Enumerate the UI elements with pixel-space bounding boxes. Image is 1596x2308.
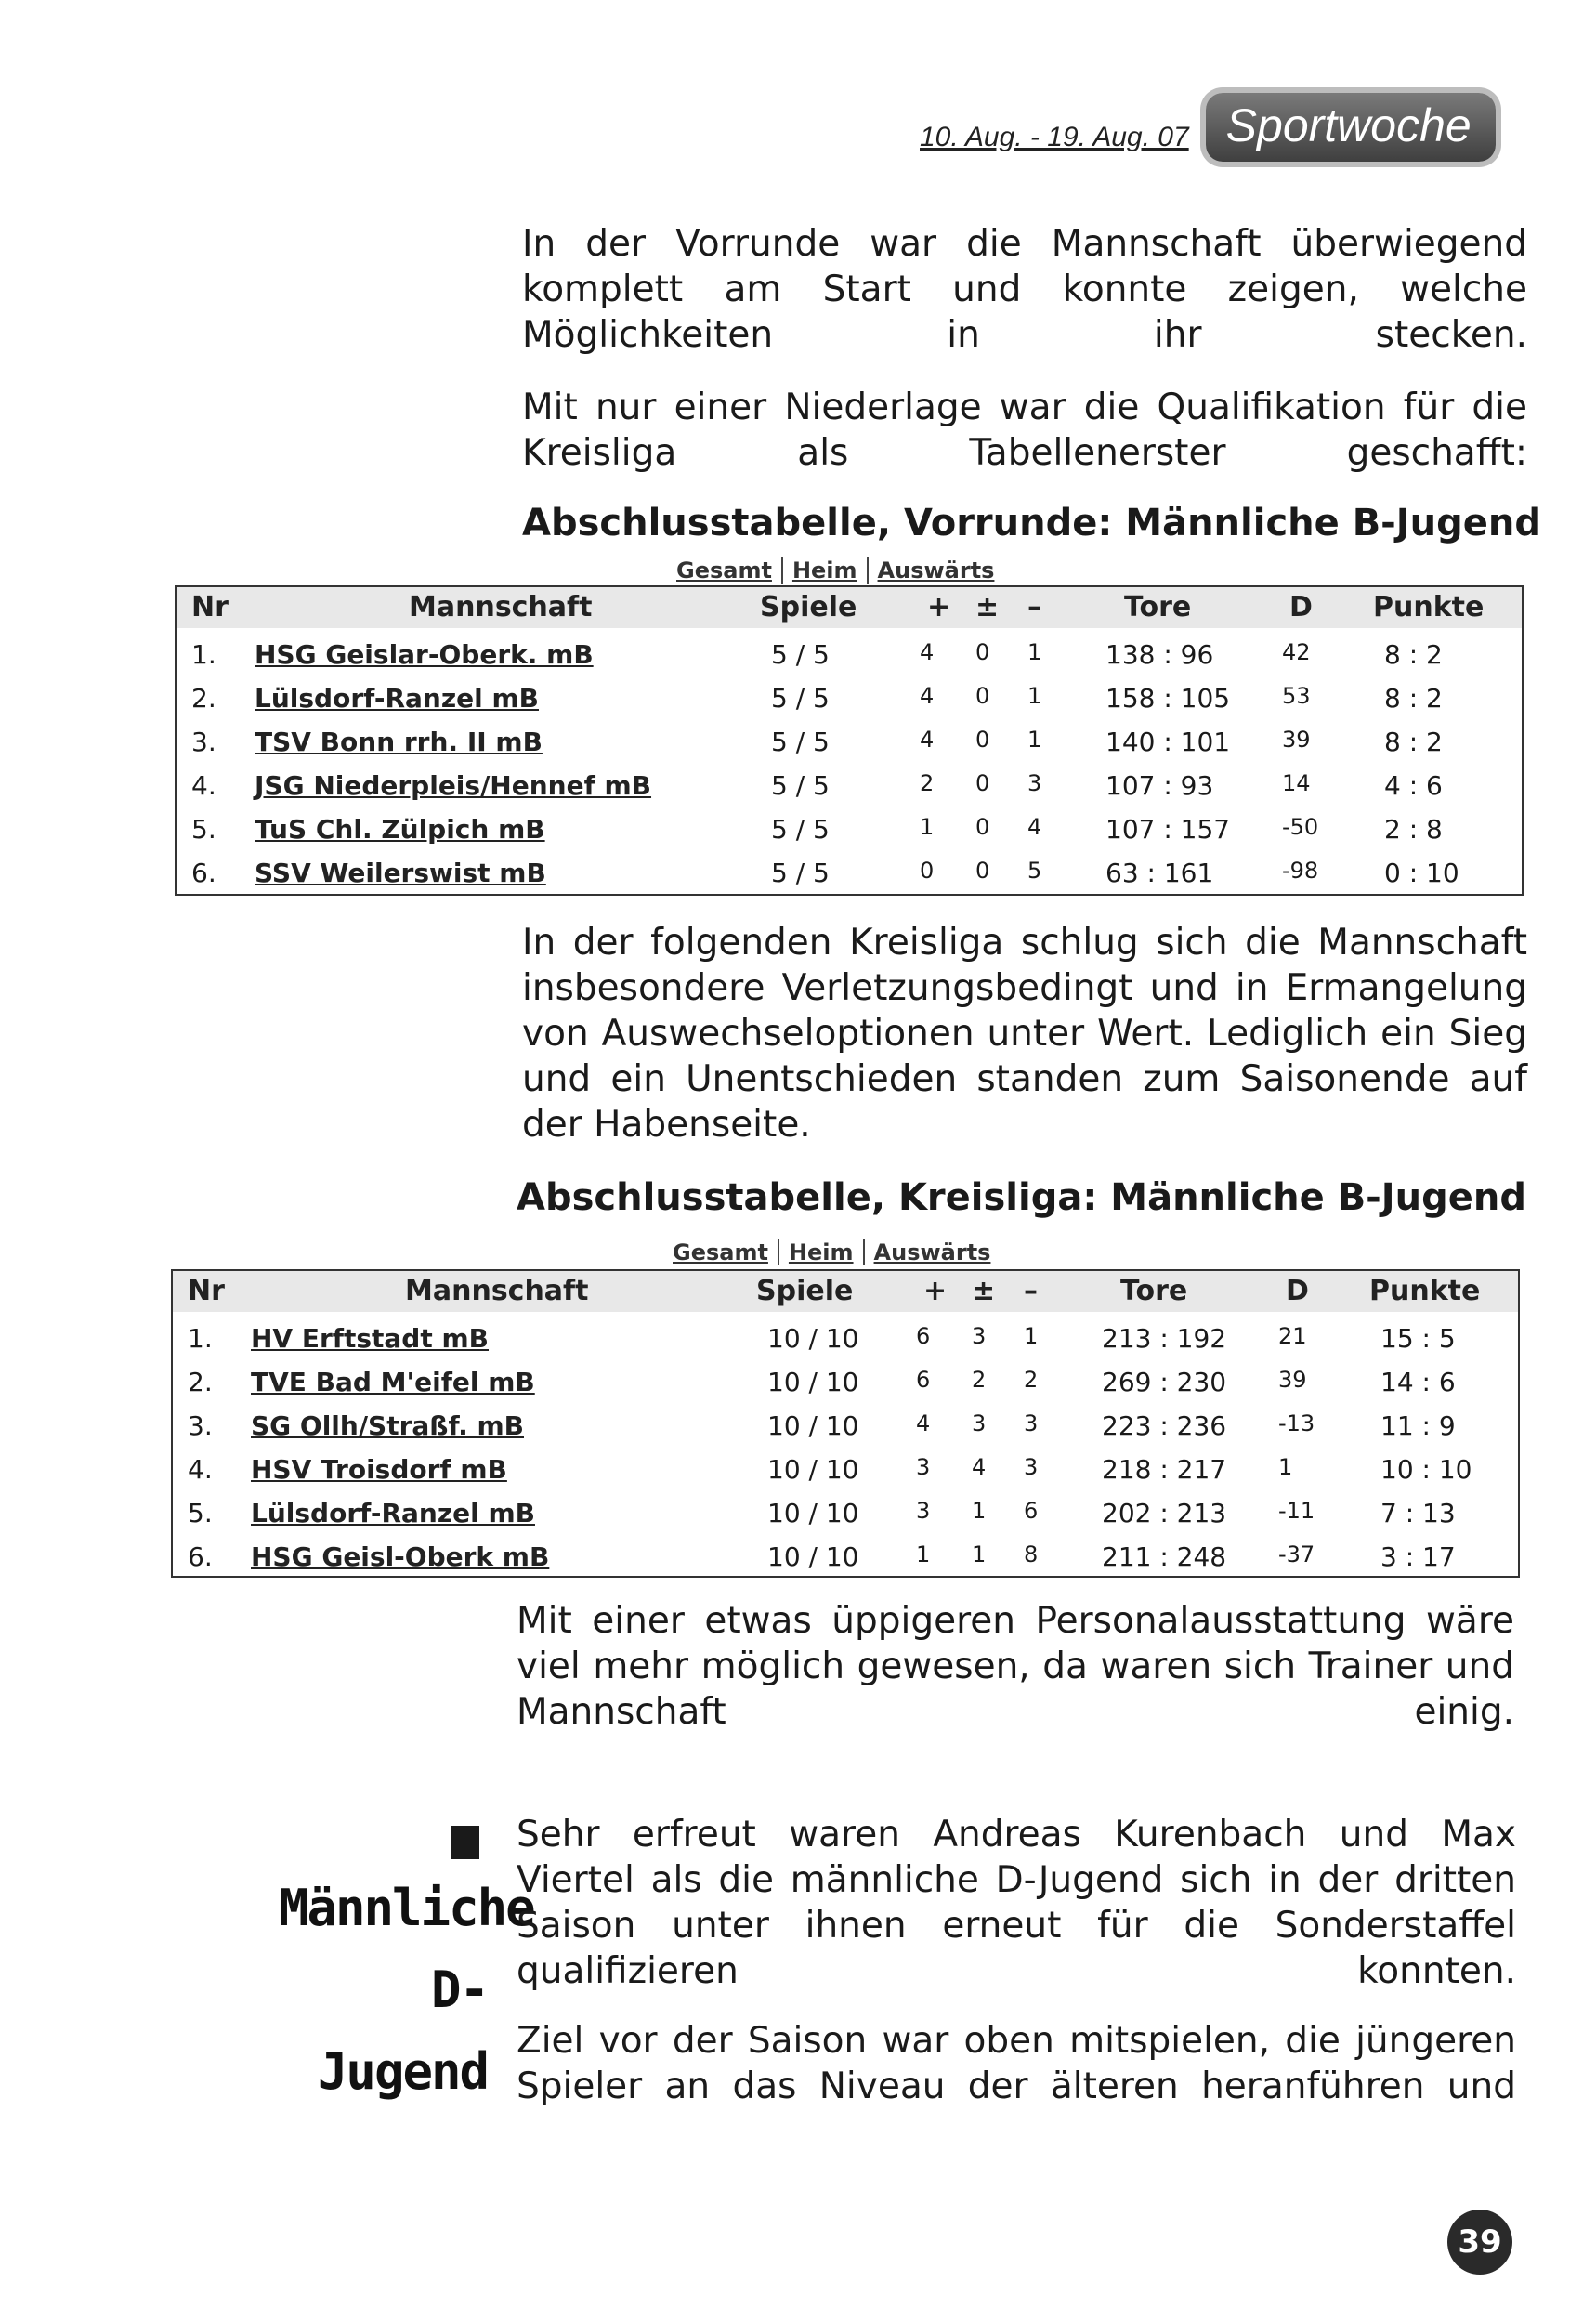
cell-d: 0 (975, 727, 990, 753)
cell-w: 4 (916, 1410, 931, 1436)
cell-team[interactable]: HV Erftstadt mB (251, 1323, 489, 1354)
cell-w: 2 (920, 770, 935, 796)
cell-goals: 218 : 217 (1102, 1454, 1227, 1485)
table-2-title: Abschlusstabelle, Kreisliga: Männliche B-Jugend (517, 1176, 1527, 1219)
cell-games: 10 / 10 (767, 1498, 859, 1528)
cell-w: 4 (920, 639, 935, 665)
cell-pts: 2 : 8 (1384, 814, 1443, 845)
cell-l: 1 (1027, 727, 1042, 753)
table-row (177, 721, 1522, 765)
cell-team[interactable]: TVE Bad M'eifel mB (251, 1367, 535, 1397)
cell-pts: 8 : 2 (1384, 727, 1443, 757)
cell-games: 5 / 5 (771, 814, 830, 845)
table-row (173, 1405, 1518, 1449)
cell-nr: 2. (188, 1367, 213, 1397)
cell-team[interactable]: JSG Niederpleis/Hennef mB (255, 770, 652, 801)
cell-pts: 14 : 6 (1380, 1367, 1456, 1397)
cell-diff: -50 (1282, 814, 1319, 840)
cell-w: 6 (916, 1323, 931, 1349)
cell-diff: 1 (1278, 1454, 1293, 1480)
tab-heim[interactable]: Heim (781, 557, 867, 584)
column-header-goals: Tore (1124, 591, 1192, 623)
column-header-minus: – (1027, 591, 1041, 623)
cell-pts: 10 : 10 (1380, 1454, 1472, 1485)
paragraph-3: In der folgenden Kreisliga schlug sich die Mannschaft insbesondere Verletzungsbedingt und in Ermangelung von Auswechseloptionen unter Wert. Lediglich ein Sieg und ein Unentschieden standen zum Saisonende auf der Habenseite. (522, 922, 1527, 1146)
cell-d: 1 (972, 1498, 987, 1524)
cell-w: 4 (920, 683, 935, 709)
cell-nr: 4. (188, 1454, 213, 1485)
cell-team[interactable]: SG Ollh/Straßf. mB (251, 1410, 524, 1441)
cell-diff: 42 (1282, 639, 1311, 665)
column-header-minus: – (1024, 1275, 1038, 1307)
cell-l: 2 (1024, 1367, 1039, 1393)
column-header-games: Spiele (756, 1275, 854, 1307)
paragraph-6: Ziel vor der Saison war oben mitspielen, die jüngeren Spieler an das Niveau der älteren heranführen und (517, 2020, 1516, 2107)
cell-games: 5 / 5 (771, 683, 830, 714)
cell-w: 1 (920, 814, 935, 840)
table-row (173, 1492, 1518, 1536)
cell-nr: 3. (188, 1410, 213, 1441)
table-row (173, 1361, 1518, 1405)
cell-pts: 0 : 10 (1384, 858, 1459, 888)
cell-pts: 8 : 2 (1384, 683, 1443, 714)
cell-d: 3 (972, 1323, 987, 1349)
tab-gesamt[interactable]: Gesamt (676, 557, 772, 584)
column-header-team: Mannschaft (405, 1275, 589, 1307)
table-1-tabs (667, 557, 1003, 584)
column-header-nr: Nr (191, 591, 229, 623)
cell-l: 1 (1027, 683, 1042, 709)
cell-diff: 39 (1278, 1367, 1307, 1393)
column-header-pm: ± (972, 1275, 996, 1307)
column-header-games: Spiele (760, 591, 857, 623)
cell-pts: 15 : 5 (1380, 1323, 1456, 1354)
cell-diff: -13 (1278, 1410, 1315, 1436)
cell-games: 5 / 5 (771, 770, 830, 801)
cell-games: 5 / 5 (771, 858, 830, 888)
section-heading: Männliche D-Jugend (279, 1879, 534, 2101)
table-row (173, 1449, 1518, 1492)
cell-goals: 107 : 93 (1105, 770, 1214, 801)
section-marker (451, 1826, 479, 1859)
cell-diff: -37 (1278, 1541, 1315, 1567)
cell-goals: 202 : 213 (1102, 1498, 1227, 1528)
cell-games: 10 / 10 (767, 1323, 859, 1354)
cell-l: 3 (1024, 1410, 1039, 1436)
column-header-points: Punkte (1369, 1275, 1481, 1307)
cell-d: 0 (975, 639, 990, 665)
cell-games: 10 / 10 (767, 1410, 859, 1441)
cell-diff: 14 (1282, 770, 1311, 796)
cell-games: 5 / 5 (771, 727, 830, 757)
cell-d: 4 (972, 1454, 987, 1480)
table-row (177, 677, 1522, 721)
cell-pts: 7 : 13 (1380, 1498, 1456, 1528)
cell-diff: 53 (1282, 683, 1311, 709)
cell-pts: 8 : 2 (1384, 639, 1443, 670)
table-1-title: Abschlusstabelle, Vorrunde: Männliche B-Jugend (522, 502, 1542, 544)
cell-team[interactable]: TSV Bonn rrh. II mB (255, 727, 543, 757)
cell-goals: 269 : 230 (1102, 1367, 1227, 1397)
cell-games: 5 / 5 (771, 639, 830, 670)
table-row (173, 1318, 1518, 1361)
cell-diff: 21 (1278, 1323, 1307, 1349)
cell-goals: 213 : 192 (1102, 1323, 1227, 1354)
cell-d: 0 (975, 814, 990, 840)
table-row (177, 852, 1522, 896)
cell-l: 8 (1024, 1541, 1039, 1567)
column-header-points: Punkte (1373, 591, 1485, 623)
cell-l: 3 (1027, 770, 1042, 796)
cell-w: 6 (916, 1367, 931, 1393)
cell-nr: 5. (188, 1498, 213, 1528)
cell-w: 3 (916, 1498, 931, 1524)
cell-team[interactable]: SSV Weilerswist mB (255, 858, 546, 888)
cell-goals: 138 : 96 (1105, 639, 1214, 670)
cell-nr: 3. (191, 727, 216, 757)
cell-d: 1 (972, 1541, 987, 1567)
table-row (177, 634, 1522, 677)
cell-diff: -11 (1278, 1498, 1315, 1524)
cell-w: 1 (916, 1541, 931, 1567)
cell-team[interactable]: Lülsdorf-Ranzel mB (255, 683, 539, 714)
cell-team[interactable]: Lülsdorf-Ranzel mB (251, 1498, 535, 1528)
column-header-plus: + (923, 1275, 948, 1307)
cell-nr: 2. (191, 683, 216, 714)
cell-goals: 107 : 157 (1105, 814, 1231, 845)
cell-team[interactable]: HSG Geisl-Oberk mB (251, 1541, 550, 1572)
cell-w: 0 (920, 858, 935, 884)
tab-gesamt[interactable]: Gesamt (673, 1239, 768, 1265)
cell-nr: 1. (191, 639, 216, 670)
table-row (177, 765, 1522, 808)
cell-l: 1 (1024, 1323, 1039, 1349)
paragraph-2: Mit nur einer Niederlage war die Qualifikation für die Kreisliga als Tabellenerster geschafft: (522, 387, 1527, 474)
league-table-kreisliga (171, 1269, 1520, 1578)
league-table-vorrunde (175, 585, 1524, 896)
cell-w: 4 (920, 727, 935, 753)
cell-nr: 4. (191, 770, 216, 801)
column-header-nr: Nr (188, 1275, 225, 1307)
cell-goals: 223 : 236 (1102, 1410, 1227, 1441)
cell-nr: 5. (191, 814, 216, 845)
cell-games: 10 / 10 (767, 1454, 859, 1485)
sportwoche-badge: Sportwoche (1206, 93, 1496, 162)
paragraph-4: Mit einer etwas üppigeren Personalausstattung wäre viel mehr möglich gewesen, da waren sich Trainer und Mannschaft einig. (517, 1600, 1514, 1733)
cell-d: 0 (975, 770, 990, 796)
cell-nr: 6. (191, 858, 216, 888)
cell-d: 0 (975, 858, 990, 884)
cell-l: 4 (1027, 814, 1042, 840)
tab-auswaerts[interactable]: Auswärts (863, 1239, 1001, 1265)
cell-diff: 39 (1282, 727, 1311, 753)
cell-goals: 158 : 105 (1105, 683, 1231, 714)
cell-l: 1 (1027, 639, 1042, 665)
cell-games: 10 / 10 (767, 1367, 859, 1397)
cell-goals: 140 : 101 (1105, 727, 1231, 757)
cell-goals: 63 : 161 (1105, 858, 1214, 888)
paragraph-5: Sehr erfreut waren Andreas Kurenbach und Max Viertel als die männliche D-Jugend sich in der dritten Saison unter ihnen erneut für die Sonderstaffel qualifizieren konnten. (517, 1814, 1516, 1992)
cell-d: 0 (975, 683, 990, 709)
column-header-diff: D (1289, 591, 1313, 623)
cell-nr: 6. (188, 1541, 213, 1572)
cell-d: 3 (972, 1410, 987, 1436)
cell-pts: 11 : 9 (1380, 1410, 1456, 1441)
table-row (173, 1536, 1518, 1580)
cell-w: 3 (916, 1454, 931, 1480)
page-number: 39 (1447, 2210, 1512, 2275)
cell-team[interactable]: HSG Geislar-Oberk. mB (255, 639, 594, 670)
paragraph-1: In der Vorrunde war die Mannschaft überwiegend komplett am Start und konnte zeigen, welche Möglichkeiten in ihr stecken. (522, 223, 1527, 356)
cell-nr: 1. (188, 1323, 213, 1354)
cell-pts: 3 : 17 (1380, 1541, 1456, 1572)
cell-d: 2 (972, 1367, 987, 1393)
column-header-plus: + (927, 591, 951, 623)
cell-l: 5 (1027, 858, 1042, 884)
column-header-team: Mannschaft (409, 591, 593, 623)
cell-goals: 211 : 248 (1102, 1541, 1227, 1572)
table-2-tabs (663, 1239, 1000, 1265)
cell-games: 10 / 10 (767, 1541, 859, 1572)
issue-date: 10. Aug. - 19. Aug. 07 (920, 122, 1189, 152)
column-header-goals: Tore (1120, 1275, 1188, 1307)
cell-l: 3 (1024, 1454, 1039, 1480)
cell-team[interactable]: HSV Troisdorf mB (251, 1454, 507, 1485)
cell-l: 6 (1024, 1498, 1039, 1524)
column-header-pm: ± (975, 591, 1000, 623)
table-row (177, 808, 1522, 852)
cell-diff: -98 (1282, 858, 1319, 884)
column-header-diff: D (1286, 1275, 1309, 1307)
tab-heim[interactable]: Heim (778, 1239, 863, 1265)
tab-auswaerts[interactable]: Auswärts (867, 557, 1004, 584)
cell-pts: 4 : 6 (1384, 770, 1443, 801)
cell-team[interactable]: TuS Chl. Zülpich mB (255, 814, 545, 845)
page-header (920, 93, 1496, 162)
